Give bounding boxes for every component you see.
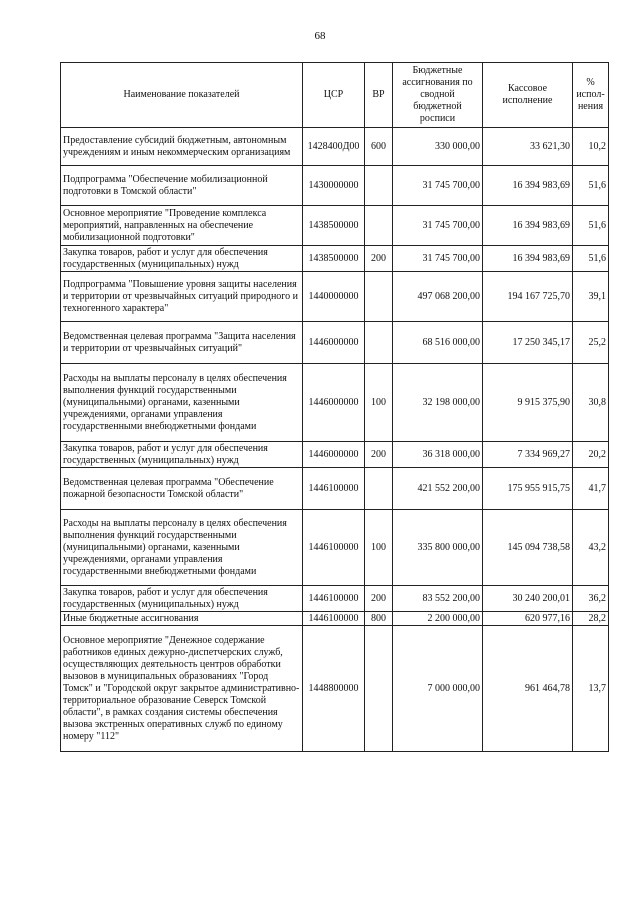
row-pct: 51,6 — [573, 246, 609, 272]
row-vr — [365, 322, 393, 364]
budget-execution-table — [60, 62, 609, 752]
row-vr — [365, 272, 393, 322]
row-name: Предоставление субсидий бюджетным, автономным учреждениям и иным некоммерческим организациям — [61, 128, 303, 166]
column-header-csr: ЦСР — [303, 63, 365, 128]
row-name: Подпрограмма "Обеспечение мобилизационной подготовки в Томской области" — [61, 166, 303, 206]
row-csr: 1446000000 — [303, 322, 365, 364]
table-header-row — [61, 63, 609, 128]
row-csr: 1446100000 — [303, 510, 365, 586]
row-cash: 33 621,30 — [483, 128, 573, 166]
row-name: Ведомственная целевая программа "Защита населения и территории от чрезвычайных ситуаций" — [61, 322, 303, 364]
row-vr: 100 — [365, 510, 393, 586]
row-cash: 7 334 969,27 — [483, 442, 573, 468]
row-cash: 961 464,78 — [483, 626, 573, 752]
row-csr: 1428400Д00 — [303, 128, 365, 166]
table-row — [61, 272, 609, 322]
row-pct: 30,8 — [573, 364, 609, 442]
table-row — [61, 206, 609, 246]
row-vr — [365, 206, 393, 246]
row-pct: 10,2 — [573, 128, 609, 166]
row-budget: 335 800 000,00 — [393, 510, 483, 586]
row-budget: 7 000 000,00 — [393, 626, 483, 752]
row-pct: 13,7 — [573, 626, 609, 752]
row-cash: 17 250 345,17 — [483, 322, 573, 364]
table-row — [61, 166, 609, 206]
row-vr — [365, 166, 393, 206]
row-csr: 1448800000 — [303, 626, 365, 752]
row-csr: 1438500000 — [303, 246, 365, 272]
table-row — [61, 586, 609, 612]
row-csr: 1446100000 — [303, 612, 365, 626]
row-name: Закупка товаров, работ и услуг для обеспечения государственных (муниципальных) нужд — [61, 442, 303, 468]
row-vr: 200 — [365, 246, 393, 272]
column-header-cash: Кассовое исполнение — [483, 63, 573, 128]
row-budget: 497 068 200,00 — [393, 272, 483, 322]
table-row — [61, 626, 609, 752]
row-pct: 41,7 — [573, 468, 609, 510]
row-pct: 39,1 — [573, 272, 609, 322]
row-cash: 145 094 738,58 — [483, 510, 573, 586]
table-row — [61, 510, 609, 586]
row-cash: 16 394 983,69 — [483, 246, 573, 272]
row-cash: 194 167 725,70 — [483, 272, 573, 322]
row-vr: 800 — [365, 612, 393, 626]
row-name: Расходы на выплаты персоналу в целях обеспечения выполнения функций государственными (муниципальными) органами, казенными учреждениями, органами управления государственными внебюджетными фондами — [61, 510, 303, 586]
row-vr: 600 — [365, 128, 393, 166]
row-cash: 16 394 983,69 — [483, 206, 573, 246]
row-name: Ведомственная целевая программа "Обеспечение пожарной безопасности Томской области" — [61, 468, 303, 510]
row-pct: 43,2 — [573, 510, 609, 586]
row-cash: 16 394 983,69 — [483, 166, 573, 206]
row-name: Основное мероприятие "Проведение комплекса мероприятий, направленных на обеспечение мобилизационной подготовки" — [61, 206, 303, 246]
row-csr: 1446000000 — [303, 364, 365, 442]
row-cash: 175 955 915,75 — [483, 468, 573, 510]
table-row — [61, 468, 609, 510]
row-csr: 1446000000 — [303, 442, 365, 468]
row-budget: 36 318 000,00 — [393, 442, 483, 468]
row-pct: 51,6 — [573, 206, 609, 246]
row-pct: 36,2 — [573, 586, 609, 612]
row-budget: 330 000,00 — [393, 128, 483, 166]
row-csr: 1440000000 — [303, 272, 365, 322]
row-vr: 200 — [365, 442, 393, 468]
column-header-vr: ВР — [365, 63, 393, 128]
row-pct: 25,2 — [573, 322, 609, 364]
row-budget: 31 745 700,00 — [393, 206, 483, 246]
row-name: Закупка товаров, работ и услуг для обеспечения государственных (муниципальных) нужд — [61, 586, 303, 612]
table-row — [61, 322, 609, 364]
row-csr: 1446100000 — [303, 586, 365, 612]
row-csr: 1430000000 — [303, 166, 365, 206]
row-vr: 100 — [365, 364, 393, 442]
row-name: Иные бюджетные ассигнования — [61, 612, 303, 626]
table-row — [61, 442, 609, 468]
row-vr — [365, 468, 393, 510]
row-cash: 30 240 200,01 — [483, 586, 573, 612]
table-row — [61, 612, 609, 626]
table-row — [61, 364, 609, 442]
row-csr: 1438500000 — [303, 206, 365, 246]
row-name: Основное мероприятие "Денежное содержание работников единых дежурно-диспетчерских служб, осуществляющих деятельность центров обработки вызовов в муниципальных образованиях "Город Томск" и "Городской округ закрытое административно-территориальное образование Северск Томской области", в рамках создания системы обеспечения вызова экстренных оперативных служб по единому номеру "112" — [61, 626, 303, 752]
row-name: Расходы на выплаты персоналу в целях обеспечения выполнения функций государственными (муниципальными) органами, казенными учреждениями, органами управления государственными внебюджетными фондами — [61, 364, 303, 442]
row-budget: 83 552 200,00 — [393, 586, 483, 612]
row-name: Подпрограмма "Повышение уровня защиты населения и территории от чрезвычайных ситуаций природного и техногенного характера" — [61, 272, 303, 322]
page-number: 68 — [314, 30, 326, 42]
row-budget: 2 200 000,00 — [393, 612, 483, 626]
row-cash: 9 915 375,90 — [483, 364, 573, 442]
row-cash: 620 977,16 — [483, 612, 573, 626]
row-pct: 20,2 — [573, 442, 609, 468]
row-budget: 68 516 000,00 — [393, 322, 483, 364]
column-header-name: Наименование показателей — [61, 63, 303, 128]
row-pct: 28,2 — [573, 612, 609, 626]
row-budget: 421 552 200,00 — [393, 468, 483, 510]
row-vr: 200 — [365, 586, 393, 612]
row-budget: 32 198 000,00 — [393, 364, 483, 442]
table-row — [61, 246, 609, 272]
table-row — [61, 128, 609, 166]
column-header-budget: Бюджетные ассигнования по сводной бюджетной росписи — [393, 63, 483, 128]
row-vr — [365, 626, 393, 752]
row-csr: 1446100000 — [303, 468, 365, 510]
row-budget: 31 745 700,00 — [393, 246, 483, 272]
row-budget: 31 745 700,00 — [393, 166, 483, 206]
column-header-pct: % испол-нения — [573, 63, 609, 128]
row-pct: 51,6 — [573, 166, 609, 206]
row-name: Закупка товаров, работ и услуг для обеспечения государственных (муниципальных) нужд — [61, 246, 303, 272]
